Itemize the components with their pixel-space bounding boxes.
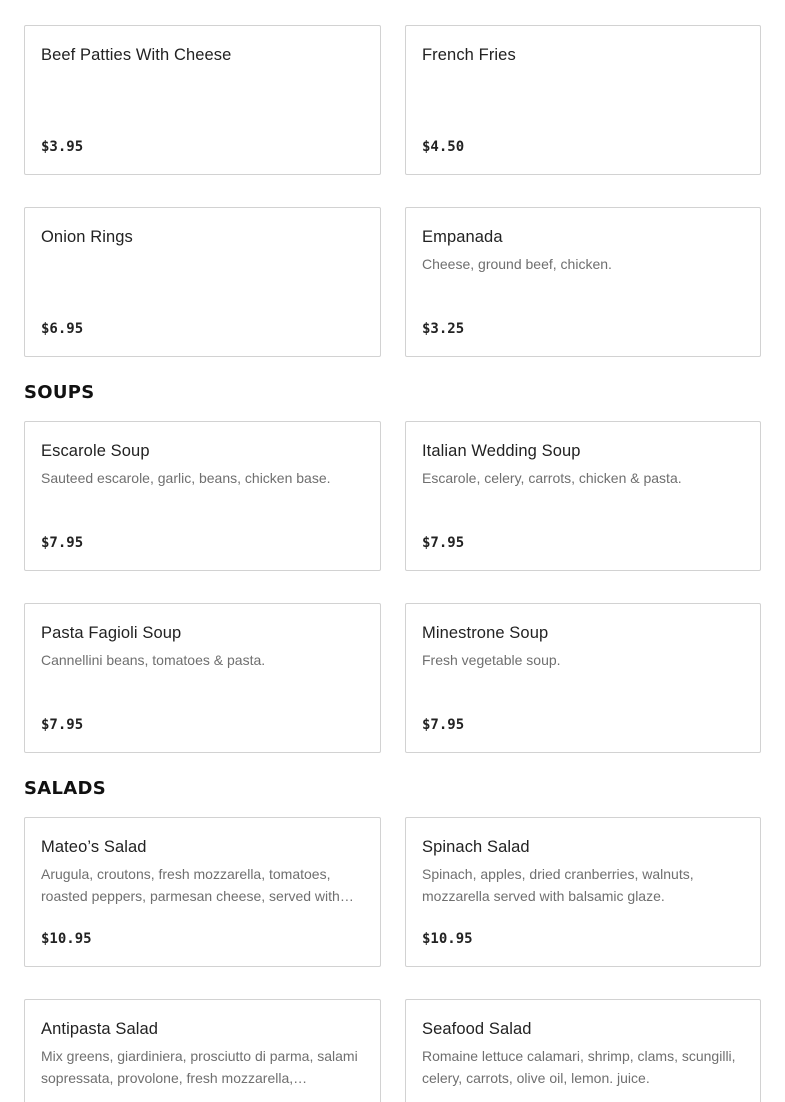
menu-item-card[interactable] — [24, 817, 381, 967]
menu-item-description: Escarole, celery, carrots, chicken & pasta. — [422, 470, 682, 486]
menu-item-card[interactable] — [405, 207, 761, 357]
menu-item-name: Antipasta Salad — [41, 1020, 159, 1038]
menu-item-price: $4.50 — [422, 139, 465, 155]
menu-item-name: Mateo’s Salad — [41, 838, 147, 856]
menu-grid-soups — [24, 421, 761, 753]
menu-item-card[interactable] — [405, 25, 761, 175]
menu-item-name: Minestrone Soup — [422, 624, 549, 642]
menu-item-name: Beef Patties With Cheese — [41, 46, 232, 64]
menu-item-price: $10.95 — [422, 931, 473, 947]
menu-item-price: $7.95 — [41, 535, 84, 551]
menu-item-card[interactable] — [405, 999, 761, 1102]
menu-item-description: Arugula, croutons, fresh mozzarella, tomatoes, roasted peppers, parmesan cheese, served with… — [41, 866, 354, 904]
menu-item-price: $3.95 — [41, 139, 84, 155]
menu-item-name: Spinach Salad — [422, 838, 530, 856]
menu-item-name: Empanada — [422, 228, 503, 246]
menu-item-description: Spinach, apples, dried cranberries, walnuts, mozzarella served with balsamic glaze. — [422, 866, 694, 904]
menu-item-name: Escarole Soup — [41, 442, 150, 460]
menu-item-name: French Fries — [422, 46, 516, 64]
menu-item-price: $7.95 — [422, 717, 465, 733]
menu-item-card[interactable] — [405, 603, 761, 753]
menu-item-card[interactable] — [405, 421, 761, 571]
menu-item-card[interactable] — [24, 207, 381, 357]
menu-item-card[interactable] — [24, 421, 381, 571]
menu-item-name: Italian Wedding Soup — [422, 442, 581, 460]
menu-item-name: Pasta Fagioli Soup — [41, 624, 182, 642]
menu-item-price: $7.95 — [422, 535, 465, 551]
menu-item-price: $6.95 — [41, 321, 84, 337]
menu-item-price: $10.95 — [41, 931, 92, 947]
menu-item-name: Seafood Salad — [422, 1020, 532, 1038]
menu-item-card[interactable] — [405, 817, 761, 967]
menu-item-description: Mix greens, giardiniera, prosciutto di parma, salami sopressata, provolone, fresh mozzarella,… — [41, 1048, 358, 1086]
section-heading-soups: SOUPS — [24, 382, 95, 403]
menu-item-card[interactable] — [24, 999, 381, 1102]
menu-item-description: Sauteed escarole, garlic, beans, chicken base. — [41, 470, 331, 486]
menu-item-description: Fresh vegetable soup. — [422, 652, 561, 668]
menu-grid-sides — [24, 25, 761, 357]
menu-item-card[interactable] — [24, 603, 381, 753]
menu-item-price: $7.95 — [41, 717, 84, 733]
menu-item-description: Cheese, ground beef, chicken. — [422, 256, 612, 272]
menu-grid-salads — [24, 817, 761, 1102]
menu-item-price: $3.25 — [422, 321, 465, 337]
menu-item-card[interactable] — [24, 25, 381, 175]
section-heading-salads: SALADS — [24, 778, 107, 799]
menu-item-description: Cannellini beans, tomatoes & pasta. — [41, 652, 266, 668]
menu-item-description: Romaine lettuce calamari, shrimp, clams, scungilli, celery, carrots, olive oil, lemon. juice. — [422, 1048, 736, 1086]
menu-item-name: Onion Rings — [41, 228, 133, 246]
